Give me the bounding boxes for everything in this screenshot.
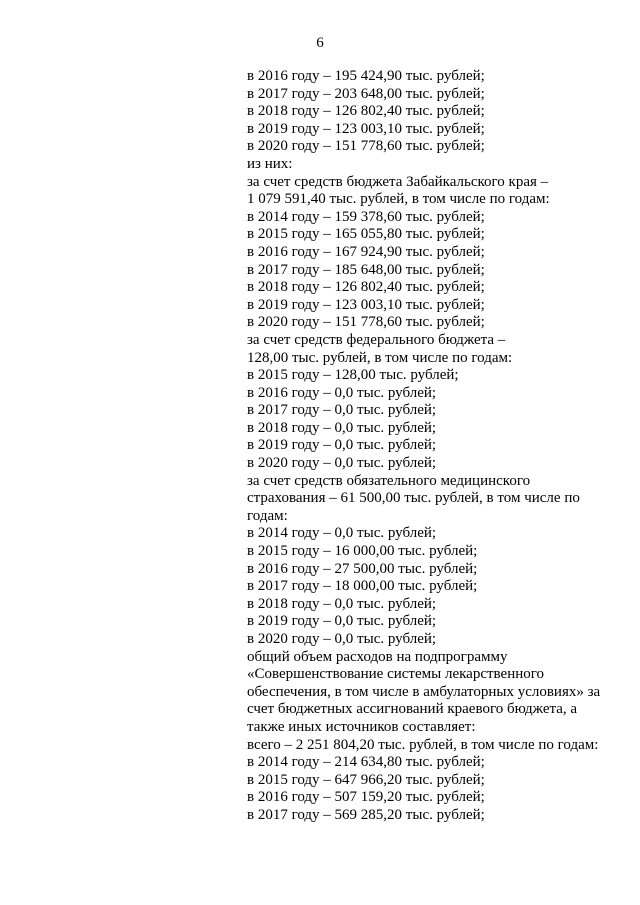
text-line: в 2014 году – 159 378,60 тыс. рублей; <box>247 208 485 225</box>
text-line: в 2019 году – 0,0 тыс. рублей; <box>247 437 437 454</box>
text-line: в 2016 году – 27 500,00 тыс. рублей; <box>247 560 478 577</box>
text-line: в 2015 году – 16 000,00 тыс. рублей; <box>247 543 478 560</box>
text-line: в 2018 году – 0,0 тыс. рублей; <box>247 595 437 612</box>
text-line: в 2017 году – 203 648,00 тыс. рублей; <box>247 85 485 102</box>
text-line: в 2019 году – 123 003,10 тыс. рублей; <box>247 120 485 137</box>
text-line: из них: <box>247 155 293 172</box>
text-line: в 2016 году – 167 924,90 тыс. рублей; <box>247 243 485 260</box>
text-line: за счет средств федерального бюджета – <box>247 331 506 348</box>
text-line: 128,00 тыс. рублей, в том числе по годам: <box>247 349 513 366</box>
text-line: в 2015 году – 647 966,20 тыс. рублей; <box>247 771 485 788</box>
text-line: в 2020 году – 151 778,60 тыс. рублей; <box>247 314 485 331</box>
text-line: в 2020 году – 151 778,60 тыс. рублей; <box>247 138 485 155</box>
text-line: в 2014 году – 214 634,80 тыс. рублей; <box>247 754 485 771</box>
text-line: в 2020 году – 0,0 тыс. рублей; <box>247 455 437 472</box>
text-line: в 2016 году – 507 159,20 тыс. рублей; <box>247 789 485 806</box>
text-line: в 2017 году – 569 285,20 тыс. рублей; <box>247 806 485 823</box>
text-line: обеспечения, в том числе в амбулаторных условиях» за <box>247 683 601 700</box>
text-line: в 2016 году – 0,0 тыс. рублей; <box>247 384 437 401</box>
text-line: в 2018 году – 0,0 тыс. рублей; <box>247 419 437 436</box>
text-line: годам: <box>247 507 288 524</box>
text-line: в 2015 году – 165 055,80 тыс. рублей; <box>247 226 485 243</box>
text-line: всего – 2 251 804,20 тыс. рублей, в том числе по годам: <box>247 736 599 753</box>
text-line: в 2017 году – 0,0 тыс. рублей; <box>247 402 437 419</box>
text-line: в 2017 году – 18 000,00 тыс. рублей; <box>247 578 478 595</box>
page-number: 6 <box>316 35 324 51</box>
text-line: 1 079 591,40 тыс. рублей, в том числе по годам: <box>247 191 550 208</box>
text-line: в 2018 году – 126 802,40 тыс. рублей; <box>247 279 485 296</box>
text-line: в 2014 году – 0,0 тыс. рублей; <box>247 525 437 542</box>
text-line: в 2015 году – 128,00 тыс. рублей; <box>247 367 459 384</box>
text-line: в 2016 году – 195 424,90 тыс. рублей; <box>247 68 485 84</box>
text-line: общий объем расходов на подпрограмму <box>247 648 508 665</box>
text-line: в 2019 году – 0,0 тыс. рублей; <box>247 613 437 630</box>
text-line: в 2017 году – 185 648,00 тыс. рублей; <box>247 261 485 278</box>
text-line: в 2020 году – 0,0 тыс. рублей; <box>247 631 437 647</box>
text-line: счет бюджетных ассигнований краевого бюджета, а <box>247 701 578 718</box>
text-line: «Совершенствование системы лекарственного <box>247 666 545 683</box>
text-line: также иных источников составляет: <box>247 718 476 735</box>
text-line: страхования – 61 500,00 тыс. рублей, в том числе по <box>247 490 580 507</box>
text-line: за счет средств бюджета Забайкальского края – <box>247 173 549 190</box>
text-line: за счет средств обязательного медицинского <box>247 472 531 489</box>
document-body <box>247 68 617 825</box>
text-line: в 2018 году – 126 802,40 тыс. рублей; <box>247 103 485 120</box>
text-line: в 2019 году – 123 003,10 тыс. рублей; <box>247 296 485 313</box>
